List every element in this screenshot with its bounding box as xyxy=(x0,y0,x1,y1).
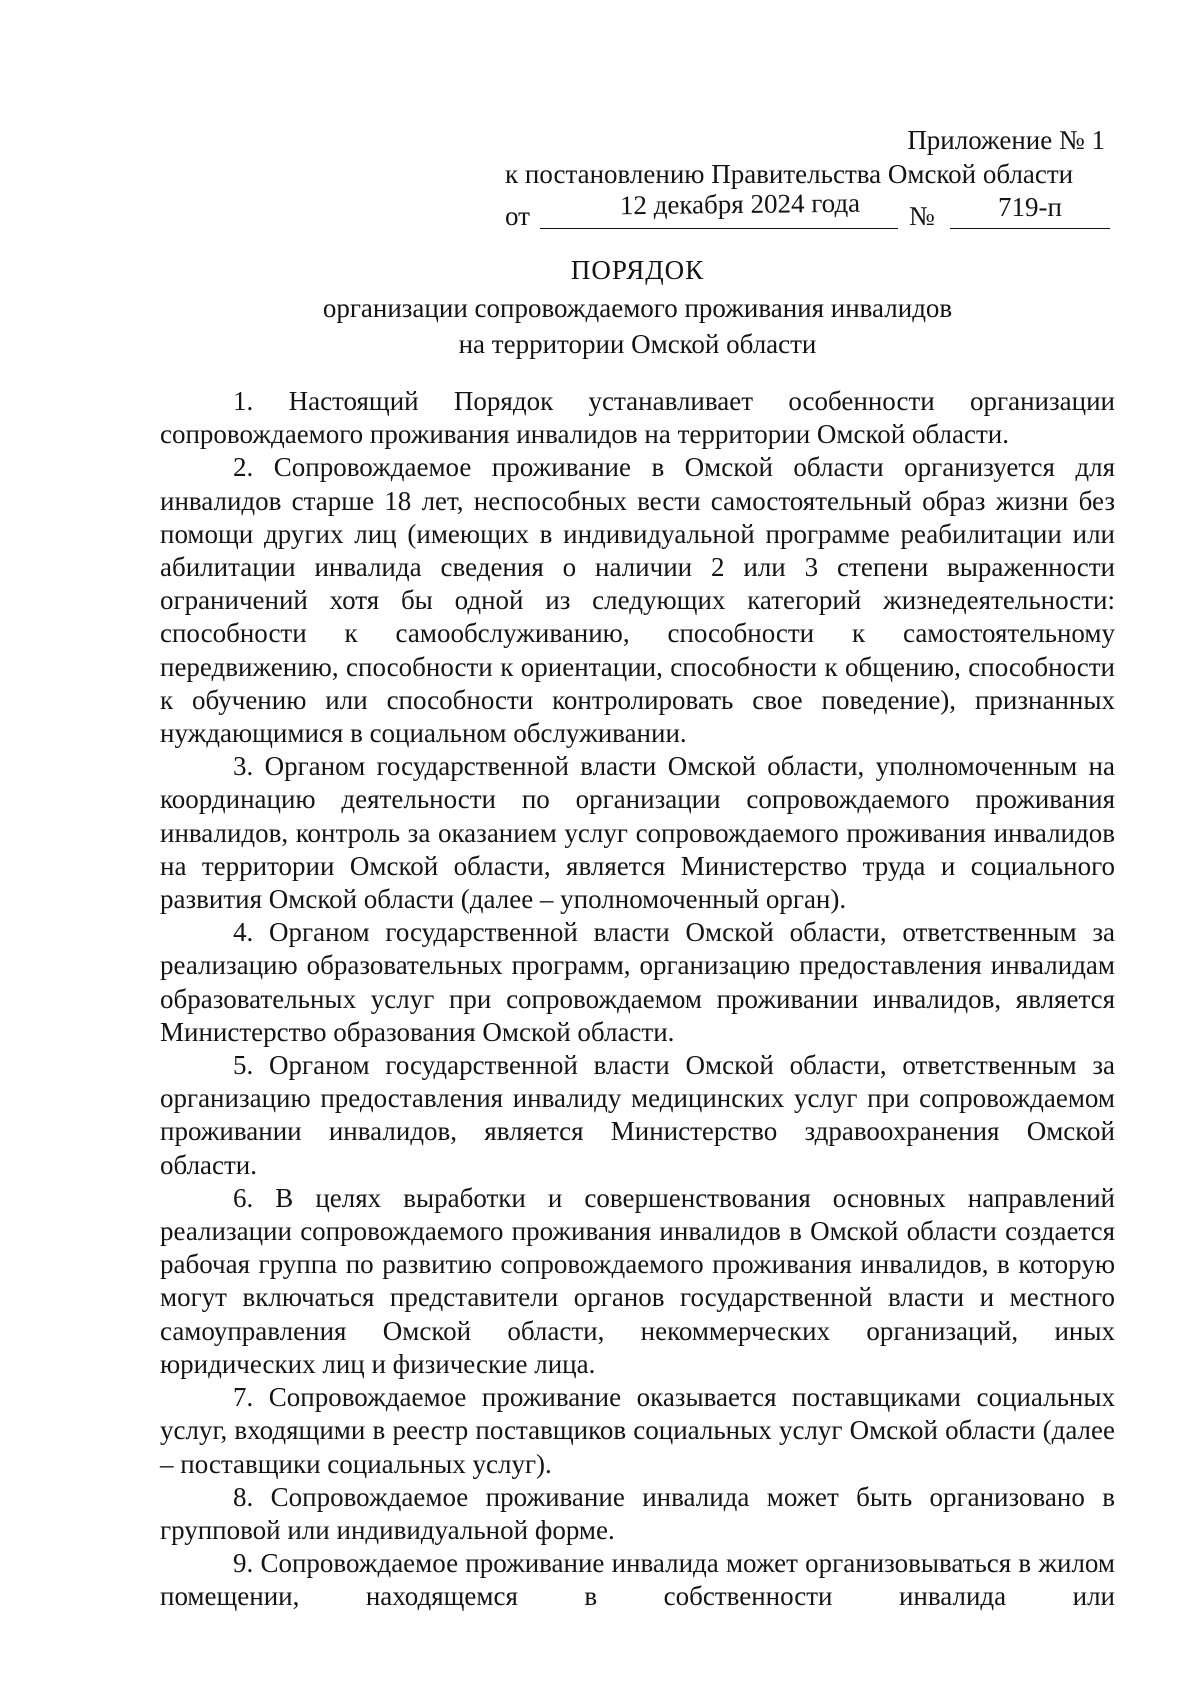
appendix-date-number-row xyxy=(505,187,1105,235)
from-label: от xyxy=(505,201,530,231)
date-underline xyxy=(540,228,898,229)
appendix-resolution: к постановлению Правительства Омской области xyxy=(505,159,1074,189)
document-body xyxy=(160,385,1115,1614)
document-title: ПОРЯДОК xyxy=(570,255,705,285)
document-heading xyxy=(160,252,1115,362)
paragraph-8: 8. Сопровождаемое проживание инвалида может быть организовано в групповой или индивидуальной форме. xyxy=(160,1481,1115,1545)
resolution-date: 12 декабря 2024 года xyxy=(619,187,861,221)
paragraph-2: 2. Сопровождаемое проживание в Омской области организуется для инвалидов старше 18 лет, неспособных вести самостоятельный образ жизни без помощи других лиц (имеющих в индивидуальной программе реабилитации или абилитации инвалида сведения о наличии 2 или 3 степени выраженности ограничений хотя бы одной из следующих категорий жизнедеятельности: способности к самообслуживанию, способности к самостоятельному передвижению, способности к ориентации, способности к общению, способности к обучению или способности контролировать свое поведение), признанных нуждающимися в социальном обслуживании. xyxy=(160,452,1115,749)
paragraph-5: 5. Органом государственной власти Омской области, ответственным за организацию предоставления инвалиду медицинских услуг при сопровождаемом проживании инвалидов, является Министерство здравоохранения Омской области. xyxy=(160,1050,1115,1180)
paragraph-6: 6. В целях выработки и совершенствования основных направлений реализации сопровождаемого проживания инвалидов в Омской области создается рабочая группа по развитию сопровождаемого проживания инвалидов, в которую могут включаться представители органов государственной власти и местного самоуправления Омской области, некоммерческих организаций, иных юридических лиц и физические лица. xyxy=(160,1182,1115,1379)
paragraph-9: 9. Сопровождаемое проживание инвалида может организовываться в жилом помещении, находящемся в собственности инвалида или xyxy=(160,1548,1115,1612)
appendix-title: Приложение № 1 xyxy=(907,125,1105,155)
paragraph-3: 3. Органом государственной власти Омской области, уполномоченным на координацию деятельности по организации сопровождаемого проживания инвалидов, контроль за оказанием услуг сопровождаемого проживания инвалидов на территории Омской области, является Министерство труда и социального развития Омской области (далее – уполномоченный орган). xyxy=(160,751,1115,915)
number-sign: № xyxy=(909,201,935,231)
paragraph-1: 1. Настоящий Порядок устанавливает особенности организации сопровождаемого проживания инвалидов на территории Омской области. xyxy=(160,386,1115,450)
document-subtitle-line1: организации сопровождаемого проживания инвалидов xyxy=(322,293,953,323)
resolution-number: 719-п xyxy=(998,192,1062,222)
document-subtitle-line2: на территории Омской области xyxy=(458,329,817,359)
paragraph-4: 4. Органом государственной власти Омской области, ответственным за реализацию образовательных программ, организацию предоставления инвалидам образовательных услуг при сопровождаемом проживании инвалидов, является Министерство образования Омской области. xyxy=(160,917,1115,1047)
number-underline xyxy=(950,228,1110,229)
paragraph-7: 7. Сопровождаемое проживание оказывается поставщиками социальных услуг, входящими в реестр поставщиков социальных услуг Омской области (далее – поставщики социальных услуг). xyxy=(160,1382,1115,1479)
appendix-header xyxy=(505,123,1105,235)
